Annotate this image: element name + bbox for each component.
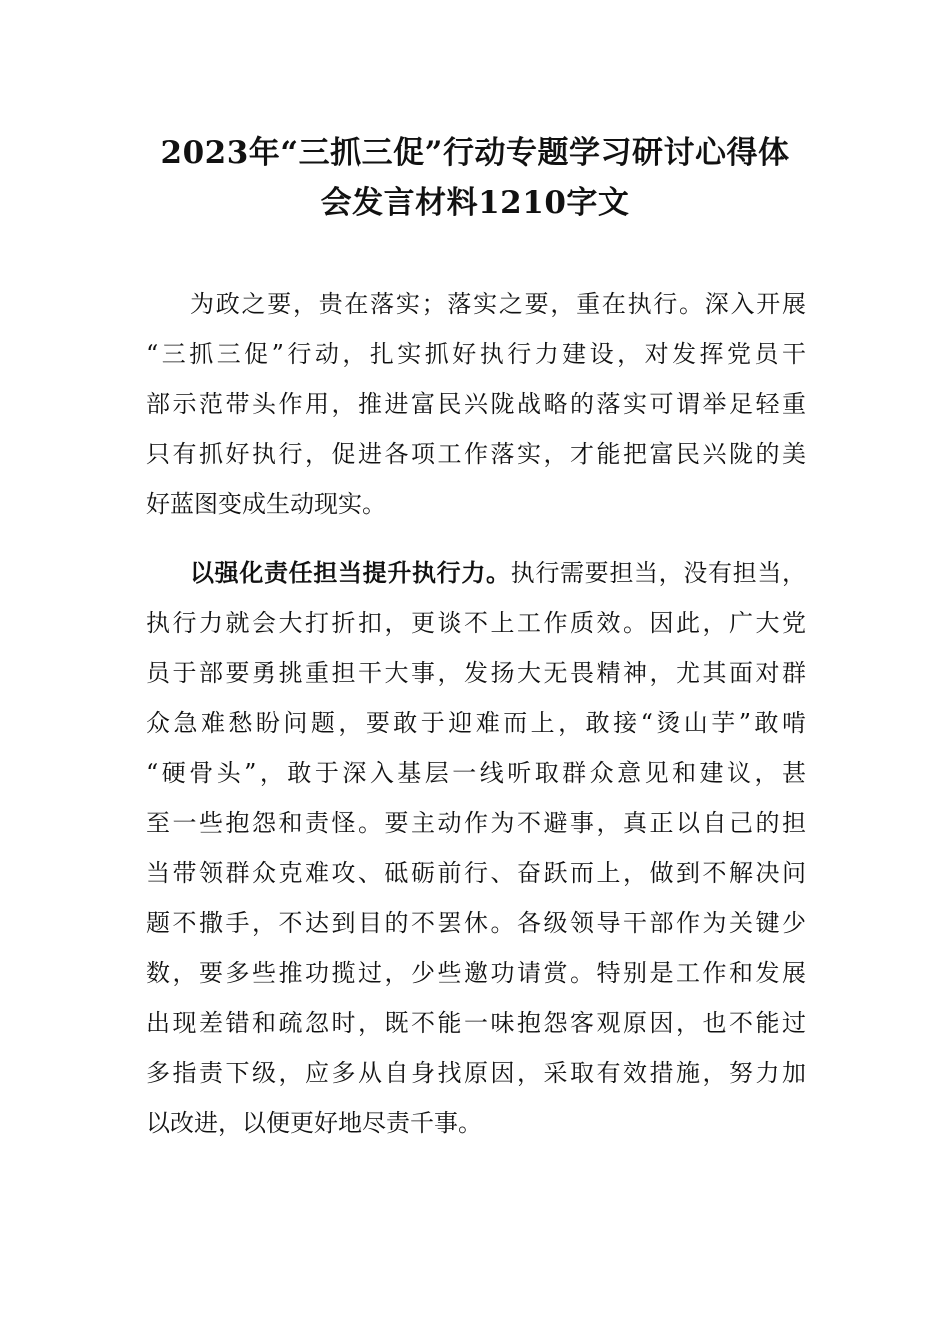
paragraph-line: 部示范带头作用，推进富民兴陇战略的落实可谓举足轻重 [146, 390, 806, 418]
paragraph-line: 至一些抱怨和责怪。要主动作为不避事，真正以自己的担 [146, 809, 806, 837]
document-title [120, 128, 830, 228]
paragraph-lead-heading: 以强化责任担当提升执行力。 [190, 558, 511, 587]
paragraph-first-line-rest: 执行需要担当，没有担当， [510, 559, 807, 587]
paragraph-intro [146, 279, 806, 529]
paragraph-line: 众急难愁盼问题，要敢于迎难而上，敢接“烫山芋”敢啃 [146, 709, 806, 737]
title-line-1: 2023年“三抓三促”行动专题学习研讨心得体 [160, 135, 790, 171]
paragraph-line: “硬骨头”，敢于深入基层一线听取群众意见和建议，甚 [146, 759, 806, 787]
title-line-2: 会发言材料1210字文 [320, 185, 630, 221]
paragraph-line: “三抓三促”行动，扎实抓好执行力建设，对发挥党员干 [146, 340, 806, 368]
paragraph-line: 当带领群众克难攻、砥砺前行、奋跃而上，做到不解决问 [146, 859, 806, 887]
paragraph-responsibility [146, 548, 806, 1148]
paragraph-line: 员于部要勇挑重担干大事，发扬大无畏精神，尤其面对群 [146, 659, 806, 687]
paragraph-first-line [146, 548, 806, 598]
paragraph-line: 好蓝图变成生动现实。 [146, 490, 386, 518]
paragraph-line: 为政之要，贵在落实；落实之要，重在执行。深入开展 [190, 290, 806, 318]
paragraph-line: 出现差错和疏忽时，既不能一味抱怨客观原因，也不能过 [146, 1009, 806, 1037]
paragraph-line: 多指责下级，应多从自身找原因，采取有效措施，努力加 [146, 1059, 806, 1087]
paragraph-line: 题不撒手，不达到目的不罢休。各级领导干部作为关键少 [146, 909, 806, 937]
paragraph-line: 执行力就会大打折扣，更谈不上工作质效。因此，广大党 [146, 609, 806, 637]
paragraph-line: 以改进，以便更好地尽责千事。 [146, 1109, 482, 1137]
paragraph-line: 数，要多些推功揽过，少些邀功请赏。特别是工作和发展 [146, 959, 806, 987]
paragraph-line: 只有抓好执行，促进各项工作落实，才能把富民兴陇的美 [146, 440, 806, 468]
